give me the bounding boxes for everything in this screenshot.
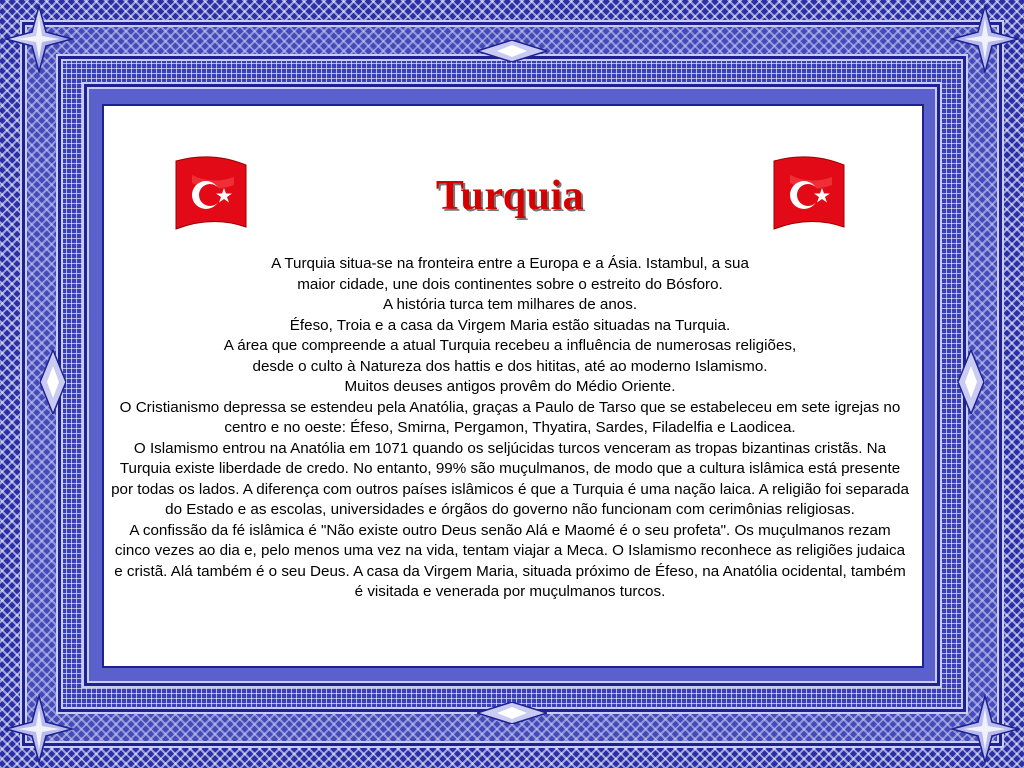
paragraph: O Cristianismo depressa se estendeu pela Anatólia, graças a Paulo de Tarso que se estabeleceu em sete igrejas no centro e no oeste: Éfeso, Smirna, Pergamon, Thyatira, Sardes, Filadelfia e Laodicea. (119, 398, 901, 436)
paragraph: A área que compreende a atual Turquia recebeu a influência de numerosas religiões, (223, 337, 797, 354)
turkey-flag-icon (172, 155, 250, 235)
diamond-ornament (477, 40, 547, 62)
diamond-ornament (958, 350, 984, 414)
paragraph: A história turca tem milhares de anos. (382, 296, 638, 313)
diamond-ornament (477, 702, 547, 724)
diamond-ornament (40, 350, 66, 414)
body-text (110, 254, 910, 603)
paragraph: A Turquia situa-se na fronteira entre a Europa e a Ásia. Istambul, a sua (271, 255, 749, 272)
star-corner-ornament (4, 4, 74, 74)
paragraph: desde o culto à Natureza dos hattis e dos hititas, até ao moderno Islamismo. (252, 357, 768, 375)
paragraph: Muitos deuses antigos provêm do Médio Oriente. (344, 378, 676, 395)
paragraph: maior cidade, une dois continentes sobre o estreito do Bósforo. (297, 275, 723, 293)
paragraph: Éfeso, Troia e a casa da Virgem Maria estão situadas na Turquia. (289, 316, 731, 334)
star-corner-ornament (950, 4, 1020, 74)
paragraph: O Islamismo entrou na Anatólia em 1071 quando os seljúcidas turcos venceram as tropas bizantinas cristãs. Na Turquia existe liberdade de credo. No entanto, 99% são muçulmanos, de modo que a cultura islâmica está presente por todas os lados. A diferença com outros países islâmicos é que a Turquia é uma nação laica. A religião foi separada do Estado e as escolas, universidades e órgãos do governo não funcionam com cerimônias religiosas. (111, 439, 909, 518)
star-corner-ornament (4, 694, 74, 764)
turkey-flag-icon (770, 155, 848, 235)
page-title: Turquia (435, 173, 585, 219)
paragraph: A confissão da fé islâmica é "Não existe outro Deus senão Alá e Maomé é o seu profeta". Os muçulmanos rezam cinco vezes ao dia e, pelo menos uma vez na vida, tentam viajar a Meca. O Islamismo reconhece as religiões judaica e cristã. Alá também é o seu Deus. A casa da Virgem Maria, situada próximo de Éfeso, na Anatólia ocidental, também é visitada e venerada por muçulmanos turcos. (114, 521, 906, 600)
star-corner-ornament (950, 694, 1020, 764)
